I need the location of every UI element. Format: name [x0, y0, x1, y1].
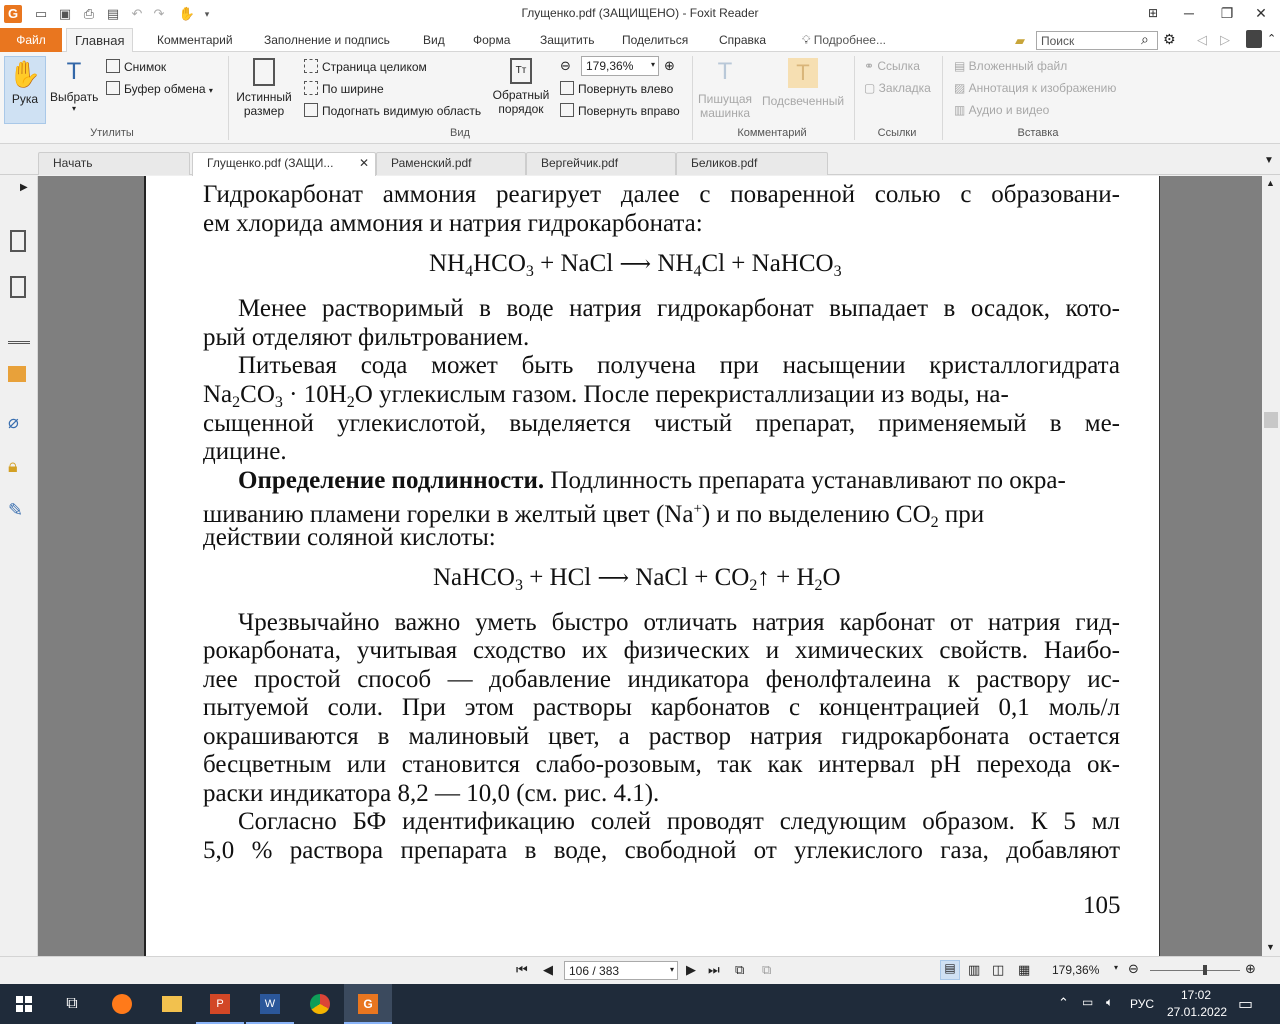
undo-icon[interactable]: ↶ — [131, 6, 143, 21]
text-line: шиванию пламени горелки в желтый цвет (Na+) и по выделению $CO_2$ при — [203, 501, 985, 531]
gear-icon[interactable]: ⚙ — [1163, 31, 1176, 47]
previous-page-icon[interactable]: ◀ — [543, 962, 553, 977]
continuous-facing-icon[interactable]: ▦ — [1018, 962, 1031, 977]
group-label-view: Вид — [450, 127, 470, 139]
scroll-thumb[interactable] — [1264, 412, 1278, 428]
status-zoom-out-icon[interactable]: ⊖ — [1128, 961, 1139, 976]
hand-icon: ✋ — [8, 59, 42, 89]
bookmarks-icon[interactable] — [10, 230, 26, 252]
snapshot-label: Снимок — [124, 60, 167, 74]
select-button[interactable] — [50, 56, 98, 124]
equation-2: NaHCO$_3$ + HCl ⟶ NaCl + $CO_2↑ + H_2O$ — [433, 564, 841, 594]
doc-tab-belikov[interactable]: Беликов.pdf — [676, 152, 828, 175]
clock-date[interactable]: 27.01.2022 — [1167, 1005, 1228, 1019]
network-icon[interactable]: ▭ — [1082, 995, 1094, 1009]
rotate-left-icon — [560, 81, 574, 95]
collapse-ribbon-icon[interactable]: ⌃ — [1267, 33, 1277, 45]
typewriter-icon: T — [717, 58, 733, 85]
document-tab-bar — [0, 145, 1280, 175]
powerpoint-icon[interactable]: P — [196, 984, 244, 1024]
link-label: Ссылка — [877, 59, 920, 73]
signatures-icon[interactable]: ✎ — [8, 500, 24, 520]
single-page-icon[interactable]: ▤ — [940, 960, 960, 980]
typewriter-button[interactable] — [696, 56, 754, 124]
tell-me-label: Подробнее... — [813, 33, 886, 47]
forward-icon[interactable]: ▷ — [1220, 32, 1230, 47]
expand-sidebar-icon[interactable]: ▶ — [20, 182, 28, 193]
continuous-page-icon[interactable]: ▥ — [968, 962, 981, 977]
comments-icon[interactable] — [8, 366, 26, 382]
reverse-order-label-1: Обратный — [492, 88, 550, 102]
save-icon[interactable]: ▣ — [58, 6, 72, 21]
ribbon-tab-bar — [0, 28, 1280, 52]
camera-icon — [106, 59, 120, 73]
text-span: ) и по выделению CO — [701, 501, 931, 528]
attachments-icon[interactable]: ⌀ — [8, 412, 19, 432]
close-tab-icon[interactable]: ✕ — [358, 156, 369, 170]
fit-visible-label: Подогнать видимую область — [322, 104, 482, 118]
search-input[interactable]: Поиск — [1036, 31, 1158, 50]
properties-icon[interactable]: ▤ — [106, 6, 120, 21]
text-line: ем хлорида аммония и натрия гидрокарбоната: — [203, 210, 703, 237]
windows-taskbar — [0, 984, 1280, 1024]
text-span: при — [938, 501, 985, 528]
notifications-icon[interactable]: ▭ — [1238, 996, 1254, 1013]
minimize-button[interactable]: ─ — [1184, 5, 1194, 21]
maximize-button[interactable]: ❐ — [1220, 5, 1234, 21]
hand-tool-icon[interactable]: ✋ — [178, 6, 196, 21]
bookmark-label: Закладка — [878, 81, 931, 95]
bookmark-icon: ▢ — [864, 81, 879, 95]
foxit-logo-icon: G — [4, 5, 22, 23]
word-icon[interactable]: W — [246, 984, 294, 1024]
fit-page-button[interactable] — [304, 59, 427, 74]
group-label-comments: Комментарий — [737, 127, 807, 139]
folder-search-icon[interactable]: ▰ — [1015, 33, 1025, 48]
doc-tab-glushchenko[interactable] — [192, 152, 376, 176]
link-icon: ⚭ — [864, 59, 878, 73]
hand-button[interactable] — [4, 56, 46, 124]
fit-visible-icon — [304, 103, 318, 117]
text-line: 5,0 % раствора препарата в воде, свободной от углекислого газа, добавляют — [203, 837, 1120, 864]
scroll-down-icon[interactable]: ▼ — [1266, 942, 1275, 952]
lightbulb-icon: 💡︎ — [802, 33, 811, 47]
equation-1: $NH_4HCO_3$ + NaCl ⟶ $NH_4Cl$ + NaHCO$_3$ — [429, 250, 842, 280]
text-select-icon: T — [66, 58, 82, 85]
image-icon: ▨ — [954, 81, 969, 95]
zoom-out-icon[interactable]: ⊖ — [560, 58, 571, 73]
status-zoom-value[interactable]: 179,36% — [1052, 963, 1100, 977]
scroll-up-icon[interactable]: ▲ — [1266, 178, 1275, 188]
image-annotation-label: Аннотация к изображению — [968, 81, 1117, 95]
start-button[interactable] — [0, 984, 48, 1024]
doc-tab-label: Глущенко.pdf (ЗАЩИ... — [207, 156, 334, 170]
last-page-icon[interactable]: ⏭ — [708, 962, 720, 977]
tab-protect[interactable]: Защитить — [540, 33, 595, 47]
actual-size-label-1: Истинный — [236, 90, 292, 104]
doc-tab-ramensky[interactable]: Раменский.pdf — [376, 152, 526, 175]
snapshot-button[interactable] — [106, 59, 166, 74]
zoom-slider-thumb[interactable] — [1203, 965, 1207, 975]
tab-share[interactable]: Поделиться — [622, 33, 689, 47]
pages-icon[interactable] — [10, 276, 26, 298]
fit-width-icon — [304, 81, 318, 95]
windows-logo-icon — [16, 996, 32, 1012]
actual-size-icon — [253, 58, 275, 86]
attached-file-label: Вложенный файл — [968, 59, 1068, 73]
reverse-order-icon: Tт — [510, 58, 532, 84]
typewriter-label-1: Пишущая — [698, 92, 752, 106]
ribbon-options-icon[interactable]: ⊞ — [1147, 6, 1159, 20]
fit-width-button[interactable] — [304, 81, 384, 96]
doc-tab-vergeychik[interactable]: Вергейчик.pdf — [526, 152, 676, 175]
ribbon-separator — [228, 56, 229, 140]
text-line: лее простой способ — добавление индикатора фенолфталеина к раствору ис- — [203, 666, 1120, 693]
audio-video-button[interactable] — [954, 103, 1049, 117]
zoom-value: 179,36% — [586, 59, 634, 73]
foxit-taskbar-icon[interactable]: G — [344, 984, 392, 1024]
zoom-in-icon[interactable]: ⊕ — [664, 58, 675, 73]
firefox-icon[interactable] — [98, 984, 146, 1024]
file-explorer-icon[interactable] — [148, 984, 196, 1024]
next-page-icon[interactable]: ▶ — [686, 962, 696, 977]
chrome-icon[interactable] — [296, 984, 344, 1024]
text-line: бесцветным или становится слабо-розовым, так как интервал pH перехода ок- — [203, 751, 1120, 778]
title-bar — [0, 0, 1280, 28]
first-page-icon[interactable]: ⏮ — [516, 962, 528, 977]
next-view-icon[interactable]: ⧉ — [762, 962, 772, 977]
bold-heading: Определение подлинности. — [238, 467, 545, 494]
image-annotation-button[interactable] — [954, 81, 1116, 95]
ribbon-panel — [0, 52, 1280, 144]
actual-size-button[interactable] — [234, 56, 294, 124]
attachment-icon: ▤ — [954, 59, 969, 73]
rotate-left-button[interactable] — [560, 81, 673, 96]
text-span: шиванию пламени горелки в желтый цвет (Na — [203, 501, 694, 528]
reverse-order-label-2: порядок — [498, 102, 544, 116]
close-button[interactable]: ✕ — [1255, 5, 1267, 21]
group-label-insert: Вставка — [1017, 127, 1059, 139]
navigation-sidebar — [0, 176, 38, 956]
select-label: Выбрать — [50, 90, 99, 104]
rotate-right-label: Повернуть вправо — [578, 104, 680, 118]
rotate-left-label: Повернуть влево — [578, 82, 674, 96]
tab-fill-sign[interactable]: Заполнение и подпись — [264, 33, 390, 47]
open-icon[interactable]: ▭ — [34, 6, 48, 21]
select-dropdown-icon: ▾ — [71, 104, 76, 113]
redo-icon[interactable]: ↷ — [153, 6, 165, 21]
text-line: рый отделяют фильтрованием. — [203, 324, 530, 351]
reverse-order-button[interactable] — [490, 56, 552, 124]
page-number: 105 — [1083, 892, 1121, 919]
layers-icon[interactable] — [8, 322, 30, 344]
text-line: действии соляной кислоты: — [203, 524, 496, 551]
rotate-right-icon — [560, 103, 574, 117]
clipboard-label: Буфер обмена — [124, 82, 206, 96]
tab-home[interactable]: Главная — [66, 28, 133, 53]
audio-video-label: Аудио и видео — [968, 103, 1050, 117]
typewriter-label-2: машинка — [699, 106, 751, 120]
text-line: сыщенной углекислотой, выделяется чистый препарат, применяемый в ме- — [203, 410, 1120, 437]
highlight-icon: T — [788, 58, 818, 88]
tab-list-icon[interactable]: ▼ — [1264, 155, 1274, 166]
status-bar — [0, 956, 1280, 984]
facing-page-icon[interactable]: ◫ — [992, 962, 1005, 977]
user-avatar-icon[interactable] — [1246, 30, 1262, 48]
tab-tell-me[interactable] — [794, 28, 894, 52]
fit-width-label: По ширине — [322, 82, 384, 96]
fit-page-icon — [304, 59, 318, 73]
status-zoom-in-icon[interactable]: ⊕ — [1245, 961, 1256, 976]
rotate-right-button[interactable] — [560, 103, 680, 118]
text-line: пытуемой соли. При этом растворы карбонатов с концентрацией 0,1 моль/л — [203, 694, 1120, 721]
zoom-dropdown-icon: ▾ — [650, 60, 655, 69]
tab-file[interactable]: Файл — [0, 28, 62, 52]
fit-visible-button[interactable] — [304, 103, 481, 118]
clipboard-dropdown-icon: ▾ — [208, 86, 213, 95]
ribbon-separator — [854, 56, 855, 140]
group-label-utilities: Утилиты — [90, 127, 134, 139]
hand-label: Рука — [11, 92, 39, 106]
tab-help[interactable]: Справка — [719, 33, 767, 47]
text-line: Чрезвычайно важно уметь быстро отличать натрия карбонат от натрия гид- — [238, 609, 1120, 636]
clipboard-icon — [106, 81, 120, 95]
zoom-select[interactable] — [581, 56, 659, 76]
show-hidden-icons-icon[interactable]: ⌃ — [1058, 995, 1069, 1010]
search-icon[interactable]: ⌕ — [1141, 31, 1149, 47]
text-line: окрашиваются в малиновый цвет, а раствор натрия гидрокарбоната остается — [203, 723, 1120, 750]
text-line — [238, 467, 1120, 496]
doc-tab-start[interactable]: Начать — [38, 152, 190, 175]
security-icon[interactable]: 🔒︎ — [8, 456, 18, 476]
page-dropdown-icon: ▾ — [669, 965, 674, 974]
text-line: Менее растворимый в воде натрия гидрокарбонат выпадает в осадок, кото- — [238, 295, 1120, 322]
volume-icon[interactable]: 🔈︎ — [1106, 995, 1114, 1009]
print-icon[interactable]: ⎙ — [83, 6, 95, 21]
customize-dropdown-icon[interactable]: ▾ — [204, 9, 210, 19]
language-indicator[interactable]: РУС — [1130, 997, 1155, 1011]
page-number-value: 106 / 383 — [569, 964, 620, 978]
tab-comment[interactable]: Комментарий — [157, 33, 233, 47]
text-span: Подлинность препарата устанавливают по окра- — [544, 467, 1066, 494]
text-line: Согласно БФ идентификацию солей проводят следующим образом. К 5 мл — [238, 808, 1120, 835]
document-viewport[interactable] — [38, 176, 1262, 956]
previous-view-icon[interactable]: ⧉ — [735, 962, 745, 977]
text-line: Питьевая сода может быть получена при насыщении кристаллогидрата — [238, 352, 1120, 379]
text-line: раски индикатора 8,2 — 10,0 (см. рис. 4.1). — [203, 780, 660, 807]
media-icon: ▥ — [954, 103, 969, 117]
status-zoom-dropdown-icon[interactable]: ▾ — [1114, 963, 1119, 972]
attached-file-button[interactable] — [954, 59, 1067, 73]
vertical-scrollbar[interactable] — [1262, 176, 1280, 956]
group-label-links: Ссылки — [877, 127, 917, 139]
text-span: углекислым газом. После перекристаллизации из воды, на- — [372, 381, 1009, 408]
page-number-input[interactable] — [564, 961, 678, 980]
ribbon-separator — [942, 56, 943, 140]
highlight-label: Подсвеченный — [761, 94, 845, 108]
back-icon[interactable]: ◁ — [1197, 32, 1207, 47]
fit-page-label: Страница целиком — [322, 60, 427, 74]
text-line: дицине. — [203, 438, 287, 465]
text-line: рокарбоната, учитывая сходство их физических и химических свойств. Наибо- — [203, 637, 1120, 664]
actual-size-label-2: размер — [243, 104, 285, 118]
link-button[interactable] — [864, 59, 920, 73]
tab-view[interactable]: Вид — [423, 33, 445, 47]
pdf-page — [144, 176, 1160, 956]
clock-time[interactable]: 17:02 — [1181, 988, 1212, 1002]
window-title: Глущенко.pdf (ЗАЩИЩЕНО) - Foxit Reader — [521, 6, 759, 20]
highlight-button[interactable] — [758, 56, 848, 124]
task-view-icon[interactable]: ⧉ — [66, 995, 78, 1012]
zoom-slider[interactable] — [1150, 970, 1240, 971]
text-line: Гидрокарбонат аммония реагирует далее с поваренной солью с образовани- — [203, 181, 1120, 208]
tab-form[interactable]: Форма — [473, 33, 511, 47]
bookmark-button[interactable] — [864, 81, 931, 95]
formula-na2co3: $Na_2CO_3 \cdot 10H_2O$ — [203, 381, 373, 411]
ribbon-separator — [692, 56, 693, 140]
clipboard-button[interactable] — [106, 81, 213, 96]
